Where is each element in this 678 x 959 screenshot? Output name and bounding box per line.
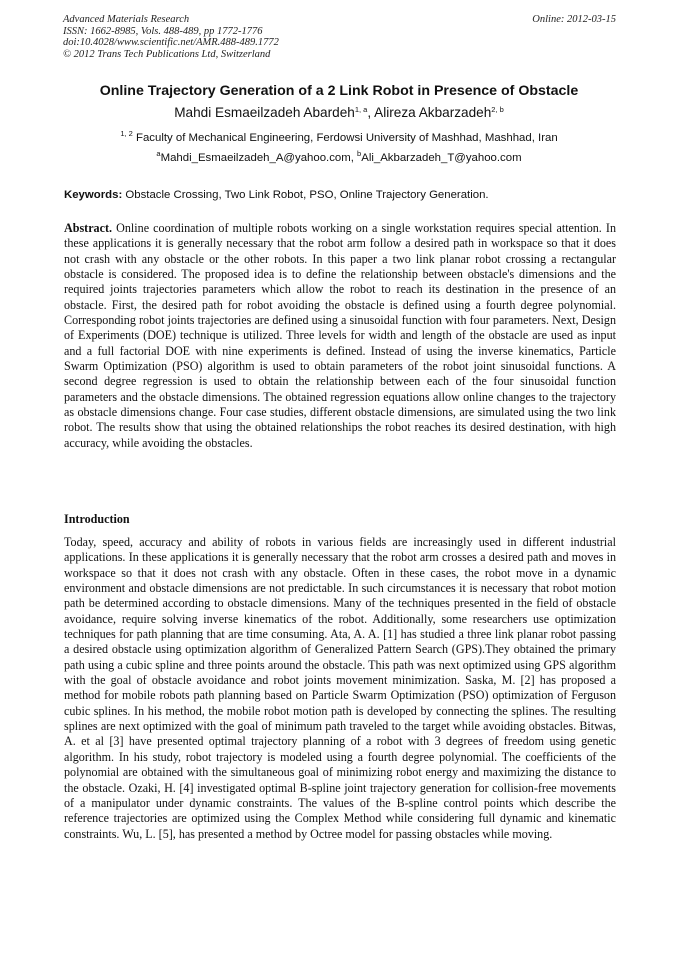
paper-title: Online Trajectory Generation of a 2 Link Robot in Presence of Obstacle (99, 83, 579, 99)
author-separator: , (367, 105, 375, 120)
affiliation (40, 131, 638, 146)
issn-line: ISSN: 1662-8985, Vols. 488-489, pp 1772-1776 (63, 25, 263, 37)
email-line (40, 151, 638, 166)
abstract (64, 221, 616, 451)
author-1-affiliation-mark: 1, a (354, 105, 368, 114)
author-2-affiliation-mark: 2, b (491, 105, 504, 114)
introduction-paragraph: Today, speed, accuracy and ability of robots in various fields are increasingly used in different industrial applications. In these applications it is generally necessary that the robot arm crosses a desired path and moves in workspace so that it does not crash with any obstacle. Often in these cases, the robot move in a dynamic environment and obstacle dimensions are not predictable. In such circumstances it is necessary that robot motion path be determined according to obstacle dimensions. Many of the techniques presented in the field of obstacle avoidance, require solving inverse kinematics of the robot. Additionally, some researchers use optimization techniques for path planning that are time consuming. Ata, A. A. [1] has studied a three link planar robot passing a desired obstacle using optimization algorithm of Generalized Pattern Search (GPS).They obtained the primary path using a cubic spline and three points around the obstacle. This path was next optimized using GPS algorithm with the goal of obstacle avoidance and robot joints movement minimization. Saska, M. [2] has proposed a method for mobile robots path planning based on Particle Swarm Optimization (PSO) optimization of Ferguson cubic splines. In his method, the mobile robot motion path is developed by connecting the splines. The resulting splines are next optimized with the goal of minimum path traveled to the target while avoiding obstacles. Bitwas, A. et al [3] have presented optimal trajectory planning of a robot with 3 degrees of freedom using genetic algorithm. In his study, robot trajectory is modeled using a fourth degree polynomial. The coefficients of the polynomial are obtained with the simultaneous goal of minimizing robot energy and maximizing the distance to the obstacle. Ozaki, H. [4] investigated optimal B-spline joint trajectory generation for collision-free movements of a manipulator under dynamic constraints. The values of the B-spline control points which describe the reference trajectories are optimized using the Complex Method while considering full dynamic and kinematic constraints. Wu, L. [5], has presented a method by Octree model for passing obstacles while moving. (64, 535, 616, 841)
author-1: Mahdi Esmaeilzadeh Abardeh (174, 105, 355, 120)
introduction-heading: Introduction (64, 512, 130, 526)
keywords-text: Obstacle Crossing, Two Link Robot, PSO, Online Trajectory Generation. (122, 189, 489, 201)
introduction-body (64, 535, 616, 842)
copyright-line: © 2012 Trans Tech Publications Ltd, Switzerland (63, 48, 271, 60)
abstract-label: Abstract. (64, 221, 113, 235)
email-b-mark: b (357, 149, 362, 158)
email-a-mark: a (156, 149, 161, 158)
online-date: Online: 2012-03-15 (532, 14, 616, 25)
keywords (64, 188, 616, 203)
abstract-text: Online coordination of multiple robots working on a single workstation requires special attention. In these applications it is generally necessary that the robot arm follow a desired path in workspace so that it does not crash with any obstacle or the other robots. In this paper a two link planar robot crossing a rectangular obstacle is considered. The proposed idea is to define the relationship between obstacle's dimensions and the required joints trajectories parameters which allow the robot to reach its destination in the presence of an obstacle. First, the desired path for robot avoiding the obstacle is defined using a fourth degree polynomial. Corresponding robot joints trajectories are defined using a sinusoidal function with four parameters. Next, Design of Experiments (DOE) technique is utilized. Three levels for width and length of the obstacle are used as input and a full factorial DOE with nine experiments is defined. Instead of using the inverse kinematics, Particle Swarm Optimization (PSO) algorithm is used to obtain parameters of the robot joint sinusoidal functions. A second degree regression is used to obtain the relationship between each of the four sinusoidal function parameters and the obstacle dimensions. The obtained regression equations allow online changes to the trajectory as obstacle dimensions change. Four case studies, different obstacle dimensions, are simulated using the two link robot. The results show that using the obtained relationships the robot reaches its desired destination, with high accuracy, while avoiding the obstacles. (64, 221, 616, 450)
affiliation-text: Faculty of Mechanical Engineering, Ferdowsi University of Mashhad, Mashhad, Iran (132, 132, 558, 144)
email-a: Mahdi_Esmaeilzadeh_A@yahoo.com, (160, 152, 358, 164)
doi-line: doi:10.4028/www.scientific.net/AMR.488-489.1772 (63, 37, 279, 49)
publication-header (63, 14, 443, 60)
author-line (40, 104, 638, 122)
email-b: Ali_Akbarzadeh_T@yahoo.com (361, 152, 522, 164)
author-2: Alireza Akbarzadeh (374, 105, 492, 120)
journal-name: Advanced Materials Research (63, 14, 190, 25)
affiliation-mark: 1, 2 (120, 129, 133, 138)
keywords-label: Keywords: (64, 189, 123, 201)
